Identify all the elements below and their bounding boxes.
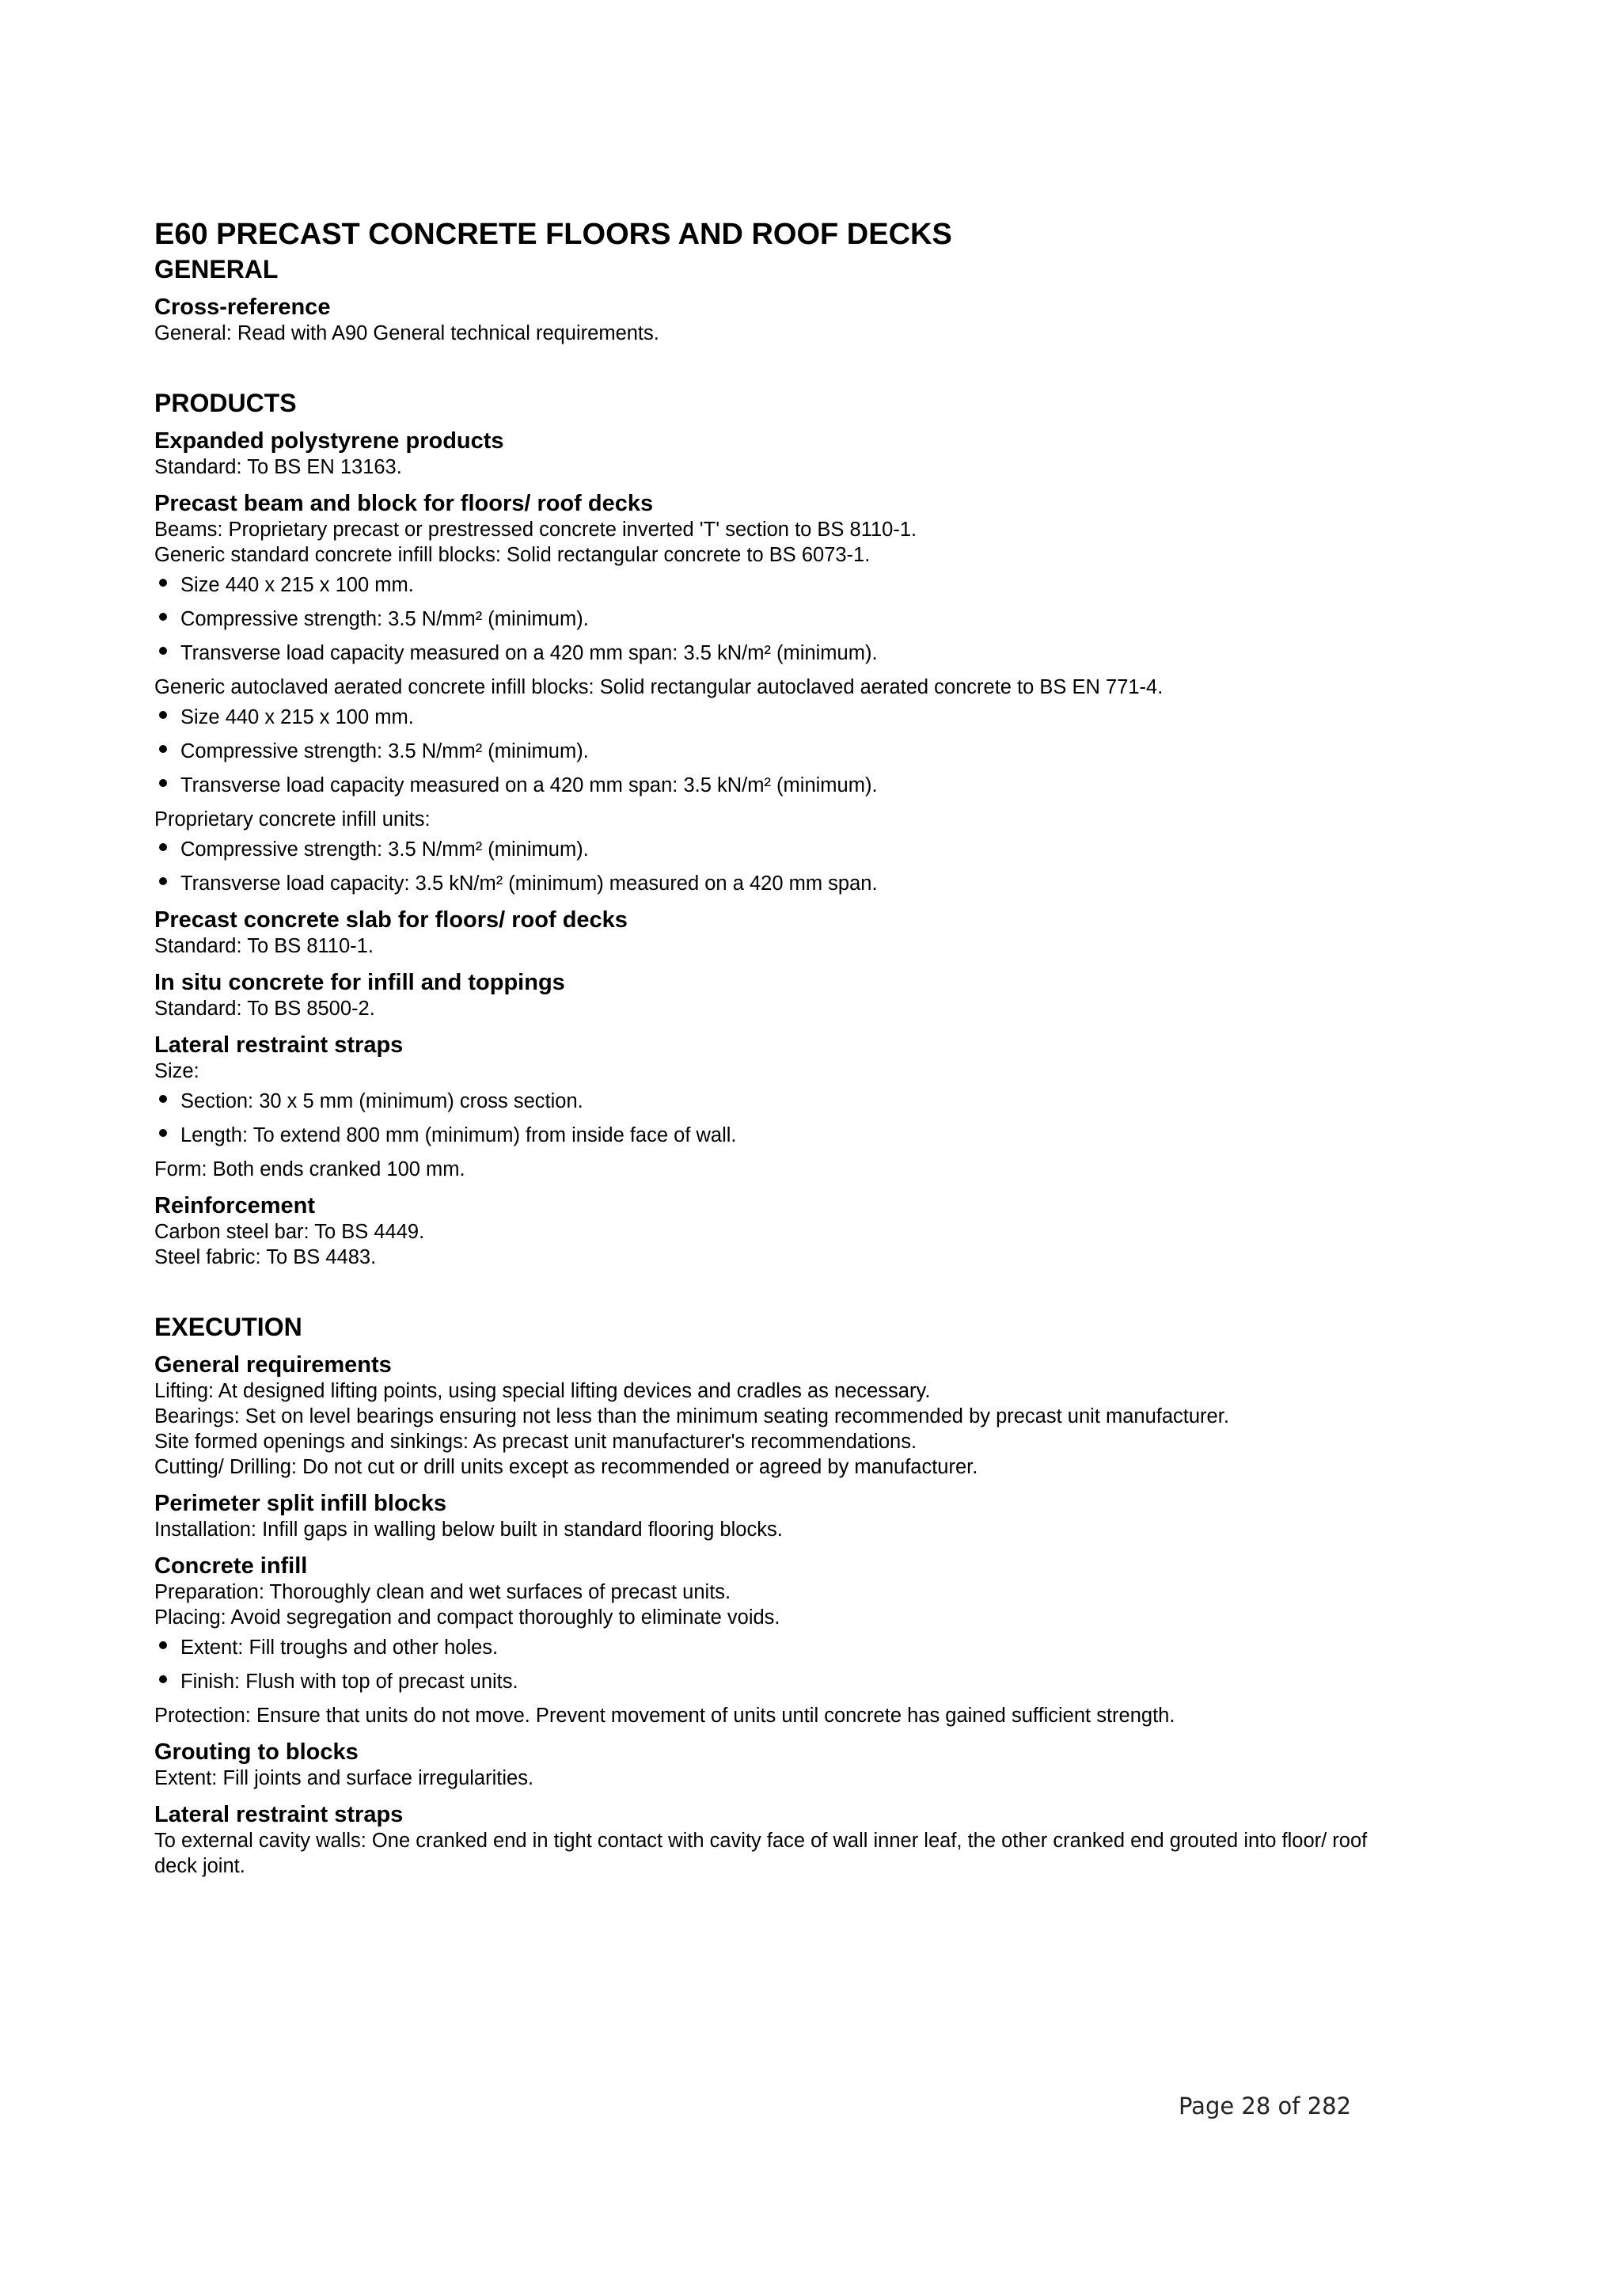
clause-heading: Expanded polystyrene products xyxy=(154,428,504,454)
bullet-item: Compressive strength: 3.5 N/mm² (minimum). xyxy=(154,606,1389,632)
bullet-list xyxy=(154,1635,1389,1694)
clause-text: Steel fabric: To BS 4483. xyxy=(154,1246,377,1268)
clause-text: Installation: Infill gaps in walling below built in standard flooring blocks. xyxy=(154,1519,783,1541)
section-heading: PRODUCTS xyxy=(154,389,297,417)
clause-heading: Grouting to blocks xyxy=(154,1739,359,1765)
clause-text: To external cavity walls: One cranked end in tight contact with cavity face of wall inner leaf, the other cranked end grouted into floor/ roof deck joint. xyxy=(154,1830,1368,1877)
clause-text: General: Read with A90 General technical requirements. xyxy=(154,322,659,344)
clause xyxy=(154,1193,1389,1270)
bullet-item: Finish: Flush with top of precast units. xyxy=(154,1669,1389,1694)
clause xyxy=(154,1553,1389,1728)
clause xyxy=(154,1739,1389,1791)
clause-text: Size: xyxy=(154,1060,199,1082)
bullet-item: Length: To extend 800 mm (minimum) from inside face of wall. xyxy=(154,1123,1389,1148)
bullet-list xyxy=(154,572,1389,666)
clause-text: Protection: Ensure that units do not move. Prevent movement of units until concrete has gained sufficient strength. xyxy=(154,1705,1175,1727)
clause-text: Placing: Avoid segregation and compact thoroughly to eliminate voids. xyxy=(154,1606,780,1629)
clause-text: Generic autoclaved aerated concrete infill blocks: Solid rectangular autoclaved aerated concrete to BS EN 771-4. xyxy=(154,676,1164,698)
clause-text: Generic standard concrete infill blocks: Solid rectangular concrete to BS 6073-1. xyxy=(154,544,871,566)
clause xyxy=(154,970,1389,1021)
clause xyxy=(154,907,1389,959)
bullet-item: Transverse load capacity: 3.5 kN/m² (minimum) measured on a 420 mm span. xyxy=(154,871,1389,896)
clause xyxy=(154,295,1389,346)
clause-heading: Concrete infill xyxy=(154,1553,308,1579)
clause-text: Site formed openings and sinkings: As precast unit manufacturer's recommendations. xyxy=(154,1431,917,1453)
clause xyxy=(154,428,1389,480)
clause-heading: Cross-reference xyxy=(154,295,331,320)
clause-heading: Precast beam and block for floors/ roof decks xyxy=(154,491,654,516)
bullet-item: Extent: Fill troughs and other holes. xyxy=(154,1635,1389,1660)
page-number: Page 28 of 282 xyxy=(1179,2093,1352,2119)
clause-text: Standard: To BS EN 13163. xyxy=(154,456,402,478)
bullet-list xyxy=(154,705,1389,798)
section-heading: EXECUTION xyxy=(154,1313,302,1341)
clause-heading: Lateral restraint straps xyxy=(154,1802,404,1827)
bullet-item: Compressive strength: 3.5 N/mm² (minimum). xyxy=(154,837,1389,862)
clause-heading: General requirements xyxy=(154,1352,392,1378)
clause-text: Standard: To BS 8500-2. xyxy=(154,998,375,1020)
bullet-item: Compressive strength: 3.5 N/mm² (minimum). xyxy=(154,739,1389,764)
clause-text: Standard: To BS 8110-1. xyxy=(154,935,374,957)
bullet-list xyxy=(154,837,1389,896)
clause xyxy=(154,1802,1389,1879)
clause-text: Cutting/ Drilling: Do not cut or drill units except as recommended or agreed by manufacturer. xyxy=(154,1456,978,1478)
section-heading: GENERAL xyxy=(154,255,279,283)
clause-text: Beams: Proprietary precast or prestressed concrete inverted 'T' section to BS 8110-1. xyxy=(154,519,917,541)
clause-text: Lifting: At designed lifting points, using special lifting devices and cradles as necessary. xyxy=(154,1380,931,1402)
bullet-item: Size 440 x 215 x 100 mm. xyxy=(154,572,1389,598)
clause-text: Preparation: Thoroughly clean and wet surfaces of precast units. xyxy=(154,1581,731,1603)
clause-heading: Precast concrete slab for floors/ roof decks xyxy=(154,907,628,933)
clause-heading: Perimeter split infill blocks xyxy=(154,1491,447,1516)
clause-text: Carbon steel bar: To BS 4449. xyxy=(154,1221,425,1243)
bullet-item: Size 440 x 215 x 100 mm. xyxy=(154,705,1389,730)
clause-heading: Reinforcement xyxy=(154,1193,316,1218)
document-body xyxy=(154,215,1389,1879)
clause xyxy=(154,491,1389,896)
clause xyxy=(154,1032,1389,1182)
clause xyxy=(154,1352,1389,1480)
clause-text: Extent: Fill joints and surface irregularities. xyxy=(154,1767,534,1789)
clause-heading: Lateral restraint straps xyxy=(154,1032,404,1058)
bullet-list xyxy=(154,1089,1389,1148)
bullet-item: Section: 30 x 5 mm (minimum) cross section. xyxy=(154,1089,1389,1114)
document-title: E60 PRECAST CONCRETE FLOORS AND ROOF DECKS xyxy=(154,218,952,251)
bullet-item: Transverse load capacity measured on a 420 mm span: 3.5 kN/m² (minimum). xyxy=(154,773,1389,798)
clause-heading: In situ concrete for infill and toppings xyxy=(154,970,565,995)
clause-text: Proprietary concrete infill units: xyxy=(154,808,431,831)
clause-text: Bearings: Set on level bearings ensuring not less than the minimum seating recommended by precast unit manufacturer. xyxy=(154,1405,1229,1427)
clause xyxy=(154,1491,1389,1542)
bullet-item: Transverse load capacity measured on a 420 mm span: 3.5 kN/m² (minimum). xyxy=(154,641,1389,666)
clause-text: Form: Both ends cranked 100 mm. xyxy=(154,1158,465,1180)
